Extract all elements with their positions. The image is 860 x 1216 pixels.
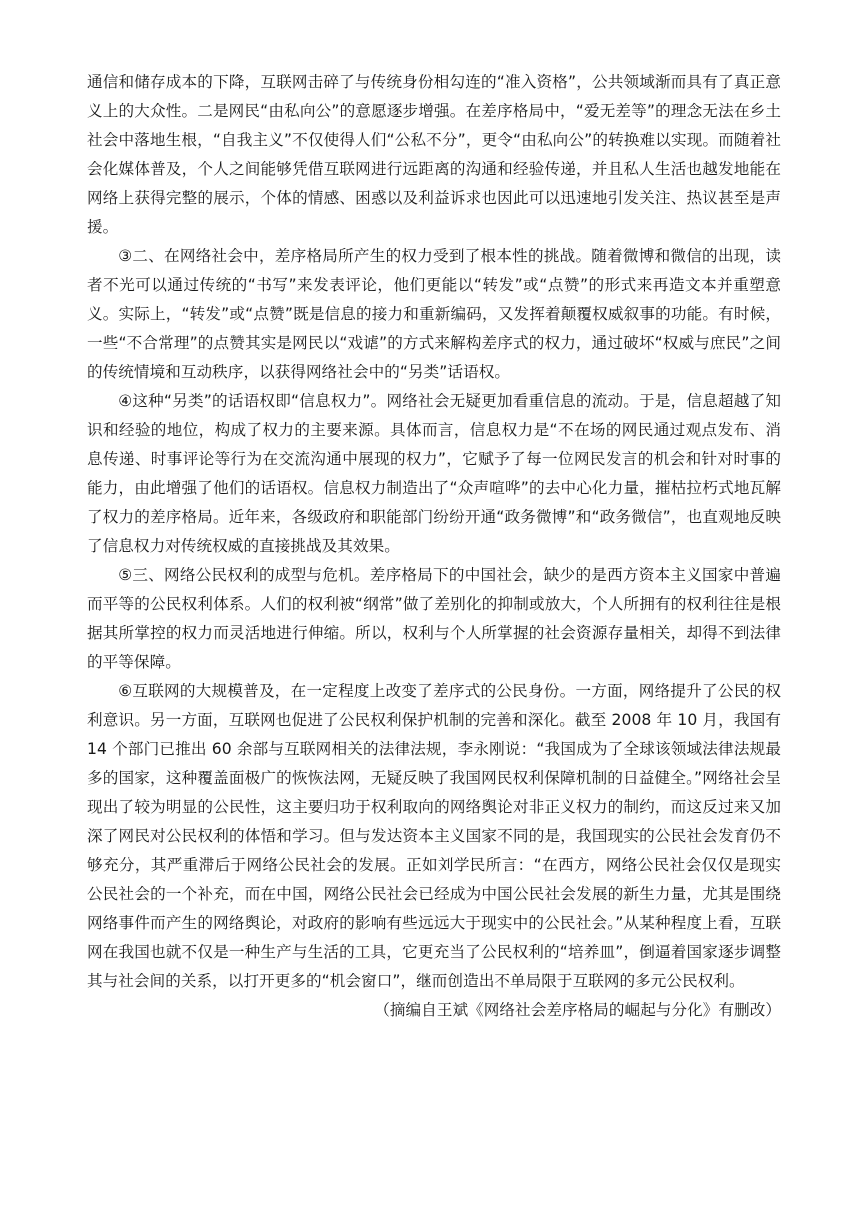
paragraph-5: ⑤三、网络公民权利的成型与危机。差序格局下的中国社会，缺少的是西方资本主义国家中普遍而平等的公民权利体系。人们的权利被“纲常”做了差别化的抑制或放大，个人所拥有的权利往往是根据其所掌控的权力而灵活地进行伸缩。所以，权利与个人所掌握的社会资源存量相关，却得不到法律的平等保障。 <box>87 566 781 671</box>
paragraph-6: ⑥互联网的大规模普及，在一定程度上改变了差序式的公民身份。一方面，网络提升了公民的权利意识。另一方面，互联网也促进了公民权利保护机制的完善和深化。截至 2008 年 10 月，我国有 14 个部门已推出 60 余部与互联网相关的法律法规，李永刚说：“我国成为了全球该领域法律法规最多的国家，这种覆盖面极广的恢恢法网，无疑反映了我国网民权利保障机制的日益健全。”网络社会呈现出了较为明显的公民性，这主要归功于权利取向的网络舆论对非正义权力的制约，而这反过来又加深了网民对公民权利的体悟和学习。但与发达资本主义国家不同的是，我国现实的公民社会发育仍不够充分，其严重滞后于网络公民社会的发展。正如刘学民所言：“在西方，网络公民社会仅仅是现实公民社会的一个补充，而在中国，网络公民社会已经成为中国公民社会发展的新生力量，尤其是围绕网络事件而产生的网络舆论，对政府的影响有些远远大于现实中的公民社会。”从某种程度上看，互联网在我国也就不仅是一种生产与生活的工具，它更充当了公民权利的“培养皿”，倒逼着国家逐步调整其与社会间的关系，以打开更多的“机会窗口”，继而创造出不单局限于互联网的多元公民权利。 <box>87 682 781 990</box>
source-citation: （摘编自王斌《网络社会差序格局的崛起与分化》有删改） <box>374 1001 781 1019</box>
article-body <box>87 68 781 1025</box>
paragraph-continuation: 通信和储存成本的下降，互联网击碎了与传统身份相勾连的“准入资格”，公共领域渐而具有了真正意义上的大众性。二是网民“由私向公”的意愿逐步增强。在差序格局中，“爱无差等”的理念无法在乡土社会中落地生根，“自我主义”不仅使得人们“公私不分”，更令“由私向公”的转换难以实现。而随着社会化媒体普及，个人之间能够凭借互联网进行远距离的沟通和经验传递，并且私人生活也越发地能在网络上获得完整的展示，个体的情感、困惑以及利益诉求也因此可以迅速地引发关注、热议甚至是声援。 <box>87 73 781 236</box>
paragraph-4: ④这种“另类”的话语权即“信息权力”。网络社会无疑更加看重信息的流动。于是，信息超越了知识和经验的地位，构成了权力的主要来源。具体而言，信息权力是“不在场的网民通过观点发布、消息传递、时事评论等行为在交流沟通中展现的权力”，它赋予了每一位网民发言的机会和针对时事的能力，由此增强了他们的话语权。信息权力制造出了“众声喧哗”的去中心化力量，摧枯拉朽式地瓦解了权力的差序格局。近年来，各级政府和职能部门纷纷开通“政务微博”和“政务微信”，也直观地反映了信息权力对传统权威的直接挑战及其效果。 <box>87 392 781 555</box>
paragraph-3: ③二、在网络社会中，差序格局所产生的权力受到了根本性的挑战。随着微博和微信的出现，读者不光可以通过传统的“书写”来发表评论，他们更能以“转发”或“点赞”的形式来再造文本并重塑意义。实际上，“转发”或“点赞”既是信息的接力和重新编码，又发挥着颠覆权威叙事的功能。有时候，一些“不合常理”的点赞其实是网民以“戏谑”的方式来解构差序式的权力，通过破坏“权威与庶民”之间的传统情境和互动秩序，以获得网络社会中的“另类”话语权。 <box>87 247 781 381</box>
